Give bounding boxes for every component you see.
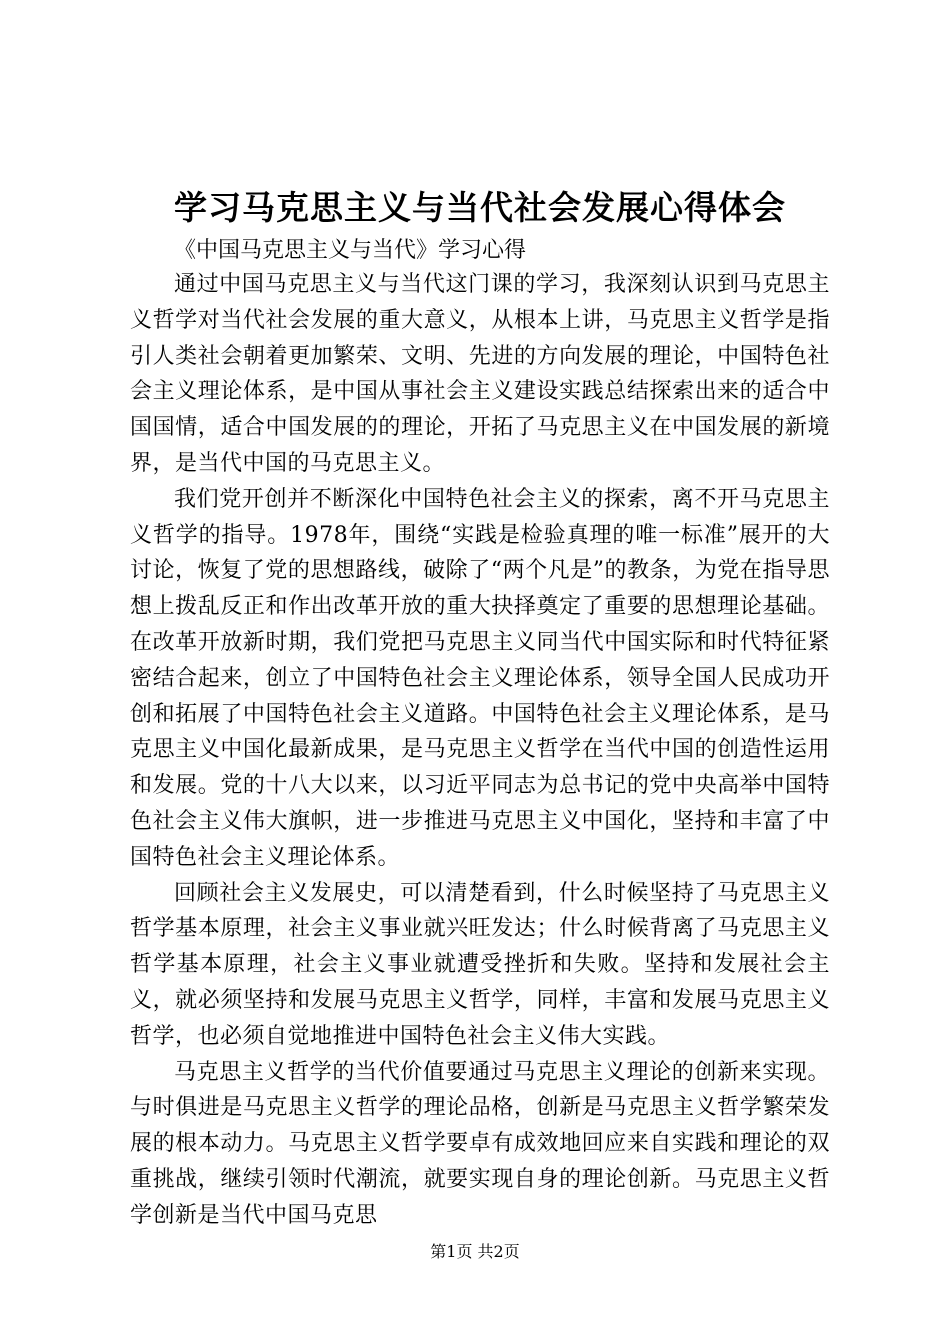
page-number-footer: 第1页 共2页 (430, 1242, 520, 1261)
document-subtitle: 《中国马克思主义与当代》学习心得 (174, 238, 527, 263)
paragraph-2: 我们党开创并不断深化中国特色社会主义的探索，离不开马克思主义哲学的指导。1978年，围绕“实践是检验真理的唯一标准”展开的大讨论，恢复了党的思想路线，破除了“两个凡是”的教条，为党在指导思想上拨乱反正和作出改革开放的重大抉择奠定了重要的思想理论基础。在改革开放新时期，我们党把马克思主义同当代中国实际和时代特征紧密结合起来，创立了中国特色社会主义理论体系，领导全国人民成功开创和拓展了中国特色社会主义道路。中国特色社会主义理论体系，是马克思主义中国化最新成果，是马克思主义哲学在当代中国的创造性运用和发展。党的十八大以来，以习近平同志为总书记的党中央高举中国特色社会主义伟大旗帜，进一步推进马克思主义中国化，坚持和丰富了中国特色社会主义理论体系。 (130, 486, 830, 870)
document-title: 学习马克思主义与当代社会发展心得体会 (174, 188, 786, 227)
document-body (130, 267, 830, 1234)
paragraph-4: 马克思主义哲学的当代价值要通过马克思主义理论的创新来实现。与时俱进是马克思主义哲学的理论品格，创新是马克思主义哲学繁荣发展的根本动力。马克思主义哲学要卓有成效地回应来自实践和理论的双重挑战，继续引领时代潮流，就要实现自身的理论创新。马克思主义哲学创新是当代中国马克思 (130, 1059, 830, 1228)
paragraph-3: 回顾社会主义发展史，可以清楚看到，什么时候坚持了马克思主义哲学基本原理，社会主义事业就兴旺发达；什么时候背离了马克思主义哲学基本原理，社会主义事业就遭受挫折和失败。坚持和发展社会主义，就必须坚持和发展马克思主义哲学，同样，丰富和发展马克思主义哲学，也必须自觉地推进中国特色社会主义伟大实践。 (130, 880, 830, 1049)
paragraph-1: 通过中国马克思主义与当代这门课的学习，我深刻认识到马克思主义哲学对当代社会发展的重大意义，从根本上讲，马克思主义哲学是指引人类社会朝着更加繁荣、文明、先进的方向发展的理论，中国特色社会主义理论体系，是中国从事社会主义建设实践总结探索出来的适合中国国情，适合中国发展的的理论，开拓了马克思主义在中国发展的新境界，是当代中国的马克思主义。 (130, 272, 830, 476)
